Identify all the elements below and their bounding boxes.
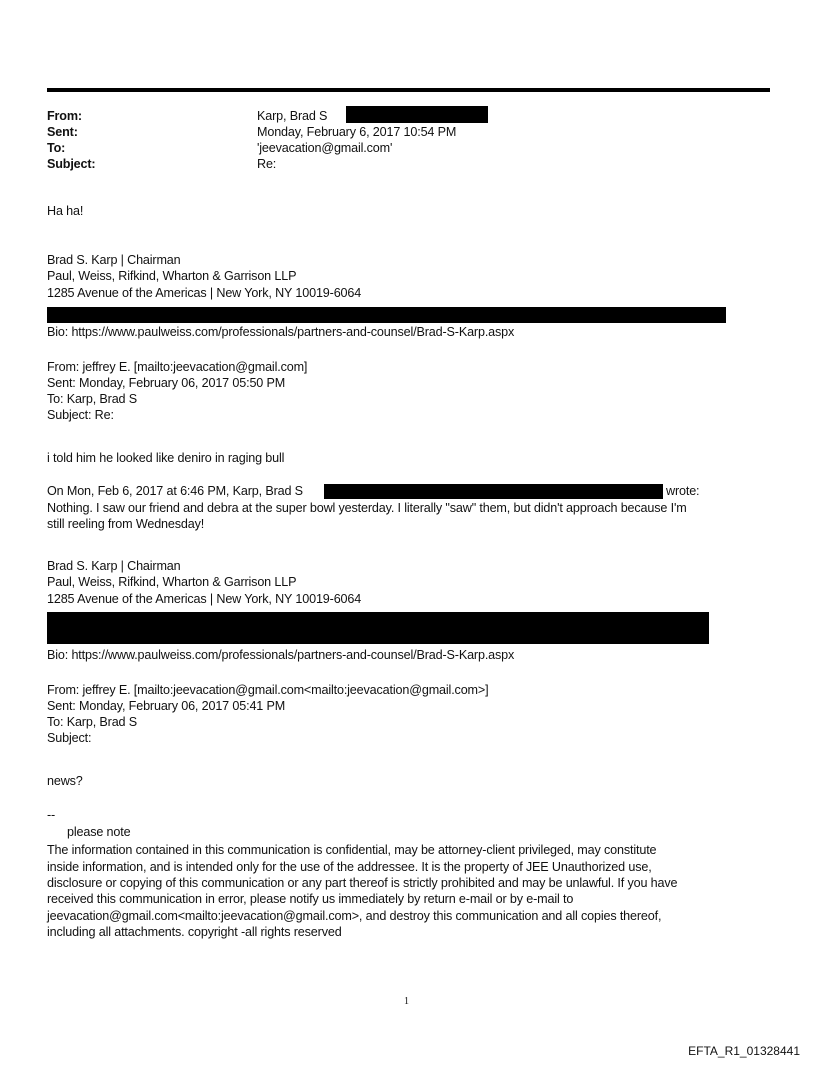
to-label: To: xyxy=(47,141,66,155)
from-label: From: xyxy=(47,109,82,123)
redaction xyxy=(324,484,663,499)
subject-value: Re: xyxy=(257,157,277,171)
quoted-header-line: Sent: Monday, February 06, 2017 05:41 PM xyxy=(47,699,286,713)
redaction xyxy=(47,612,709,644)
signature-line: Paul, Weiss, Rifkind, Wharton & Garrison LLP xyxy=(47,269,297,283)
from-value: Karp, Brad S xyxy=(257,109,328,123)
quoted-header-line: Subject: xyxy=(47,731,92,745)
subject-label: Subject: xyxy=(47,157,96,171)
sent-value: Monday, February 6, 2017 10:54 PM xyxy=(257,125,457,139)
quoted-header-line: To: Karp, Brad S xyxy=(47,392,137,406)
disclaimer-line: including all attachments. copyright -all rights reserved xyxy=(47,925,342,939)
disclaimer-line: jeevacation@gmail.com<mailto:jeevacation@gmail.com>, and destroy this communication and all copies thereof, xyxy=(47,909,662,923)
reply-text: Ha ha! xyxy=(47,204,84,218)
signature-line: 1285 Avenue of the Americas | New York, NY 10019-6064 xyxy=(47,592,362,606)
signature-line: Brad S. Karp | Chairman xyxy=(47,559,181,573)
signature-line: Brad S. Karp | Chairman xyxy=(47,253,181,267)
signature-line: Paul, Weiss, Rifkind, Wharton & Garrison LLP xyxy=(47,575,297,589)
message-text: Nothing. I saw our friend and debra at the super bowl yesterday. I literally "saw" them, but didn't approach because I'm xyxy=(47,501,687,515)
on-wrote-line: On Mon, Feb 6, 2017 at 6:46 PM, Karp, Brad S xyxy=(47,484,303,498)
page-number: 1 xyxy=(404,996,409,1007)
quoted-header-line: Subject: Re: xyxy=(47,408,114,422)
signature-line: 1285 Avenue of the Americas | New York, NY 10019-6064 xyxy=(47,286,362,300)
message-text: news? xyxy=(47,774,83,788)
bio-link: Bio: https://www.paulweiss.com/professionals/partners-and-counsel/Brad-S-Karp.aspx xyxy=(47,325,515,339)
redaction xyxy=(47,307,726,323)
disclaimer-line: disclosure or copying of this communication or any part thereof is strictly prohibited and may be unlawful. If you have xyxy=(47,876,678,890)
sent-label: Sent: xyxy=(47,125,78,139)
message-text: still reeling from Wednesday! xyxy=(47,517,205,531)
disclaimer-line: The information contained in this communication is confidential, may be attorney-client privileged, may constitute xyxy=(47,843,657,857)
redaction xyxy=(346,106,488,123)
disclaimer-line: inside information, and is intended only for the use of the addressee. It is the property of JEE Unauthorized use, xyxy=(47,860,652,874)
wrote-text: wrote: xyxy=(666,484,700,498)
disclaimer-line: received this communication in error, please notify us immediately by return e-mail or by e-mail to xyxy=(47,892,574,906)
quoted-header-line: From: jeffrey E. [mailto:jeevacation@gmail.com<mailto:jeevacation@gmail.com>] xyxy=(47,683,489,697)
bio-link: Bio: https://www.paulweiss.com/professionals/partners-and-counsel/Brad-S-Karp.aspx xyxy=(47,648,515,662)
header-rule xyxy=(47,88,770,92)
please-note: please note xyxy=(67,825,131,839)
message-text: i told him he looked like deniro in raging bull xyxy=(47,451,285,465)
signature-dashes: -- xyxy=(47,808,56,822)
quoted-header-line: From: jeffrey E. [mailto:jeevacation@gmail.com] xyxy=(47,360,308,374)
document-id: EFTA_R1_01328441 xyxy=(688,1044,800,1058)
to-value: 'jeevacation@gmail.com' xyxy=(257,141,393,155)
quoted-header-line: To: Karp, Brad S xyxy=(47,715,137,729)
quoted-header-line: Sent: Monday, February 06, 2017 05:50 PM xyxy=(47,376,286,390)
